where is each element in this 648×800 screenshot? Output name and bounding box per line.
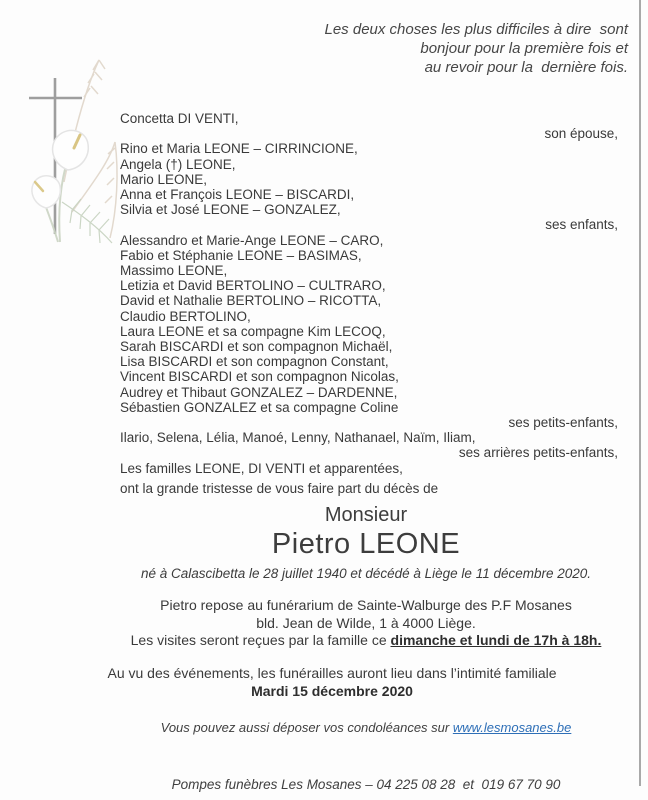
funeral-home-footer: Pompes funèbres Les Mosanes – 04 225 08 28 et 019 67 70 90 <box>171 777 561 792</box>
name-line: Sébastien GONZALEZ et sa compagne Coline <box>120 399 399 415</box>
name-line: Angela (†) LEONE, <box>120 156 236 172</box>
quote-line: au revoir pour la dernière fois. <box>424 59 628 76</box>
name-line: Vincent BISCARDI et son compagnon Nicolas, <box>120 369 399 385</box>
name-line: Laura LEONE et sa compagne Kim LECOQ, <box>120 323 386 339</box>
announcement-line: ont la grande tristesse de vous faire part du décès de <box>120 480 439 496</box>
name-line: David et Nathalie BERTOLINO – RICOTTA, <box>120 293 382 309</box>
condolences-link[interactable]: www.lesmosanes.be <box>452 720 572 735</box>
relation-label-children: ses enfants, <box>545 217 618 233</box>
deceased-title: Monsieur <box>324 504 408 526</box>
name-line: Alessandro et Marie-Ange LEONE – CARO, <box>120 232 384 248</box>
relation-label-spouse: son épouse, <box>544 126 618 142</box>
scan-page-edge <box>639 0 641 786</box>
name-line: Audrey et Thibaut GONZALEZ – DARDENNE, <box>120 384 398 400</box>
funeral-home-info <box>120 597 612 650</box>
name-line: Silvia et José LEONE – GONZALEZ, <box>120 202 341 218</box>
mourners-list <box>120 111 618 496</box>
ceremony-block <box>56 664 608 700</box>
visits-schedule: dimanche et lundi de 17h à 18h. <box>390 632 602 648</box>
visits-prefix: Les visites seront reçues par la famille ce <box>130 632 391 648</box>
name-line: Lisa BISCARDI et son compagnon Constant, <box>120 354 389 370</box>
ceremony-date: Mardi 15 décembre 2020 <box>251 683 413 699</box>
name-line: Anna et François LEONE – BISCARDI, <box>120 187 355 203</box>
name-line: Mario LEONE, <box>120 171 208 187</box>
name-line: Sarah BISCARDI et son compagnon Michaël, <box>120 339 393 355</box>
families-line: Les familles LEONE, DI VENTI et apparentées, <box>120 460 403 476</box>
name-line: Massimo LEONE, <box>120 263 228 279</box>
spouse-name: Concetta DI VENTI, <box>120 111 239 126</box>
life-dates: né à Calascibetta le 28 juillet 1940 et décédé à Liège le 11 décembre 2020. <box>140 566 592 581</box>
visits-line <box>120 632 612 650</box>
condolences-prefix: Vous pouvez aussi déposer vos condoléances sur <box>160 720 453 735</box>
name-line: Rino et Maria LEONE – CIRRINCIONE, <box>120 141 358 157</box>
funeral-home-address: bld. Jean de Wilde, 1 à 4000 Liège. <box>256 614 476 631</box>
funeral-home-line: Pietro repose au funérarium de Sainte-Walburge des P.F Mosanes <box>160 597 572 613</box>
relation-label-grandchildren: ses petits-enfants, <box>508 415 618 431</box>
name-line: Fabio et Stéphanie LEONE – BASIMAS, <box>120 247 362 263</box>
ceremony-line: Au vu des événements, les funérailles auront lieu dans l’intimité familiale <box>107 665 557 681</box>
quote-line: bonjour pour la première fois et <box>420 40 628 57</box>
deceased-block <box>120 503 612 581</box>
deceased-name: Pietro LEONE <box>271 528 461 560</box>
quote-line: Les deux choses les plus difficiles à dire sont <box>324 21 628 38</box>
cross-and-lilies-image <box>2 52 122 250</box>
condolences-line <box>120 720 612 735</box>
name-line: Claudio BERTOLINO, <box>120 308 251 324</box>
great-grandchildren-names: Ilario, Selena, Lélia, Manoé, Lenny, Nathanael, Naïm, Iliam, <box>120 430 476 446</box>
name-line: Letizia et David BERTOLINO – CULTRARO, <box>120 278 386 294</box>
opening-quote <box>325 20 629 77</box>
relation-label-great-grandchildren: ses arrières petits-enfants, <box>458 445 618 461</box>
